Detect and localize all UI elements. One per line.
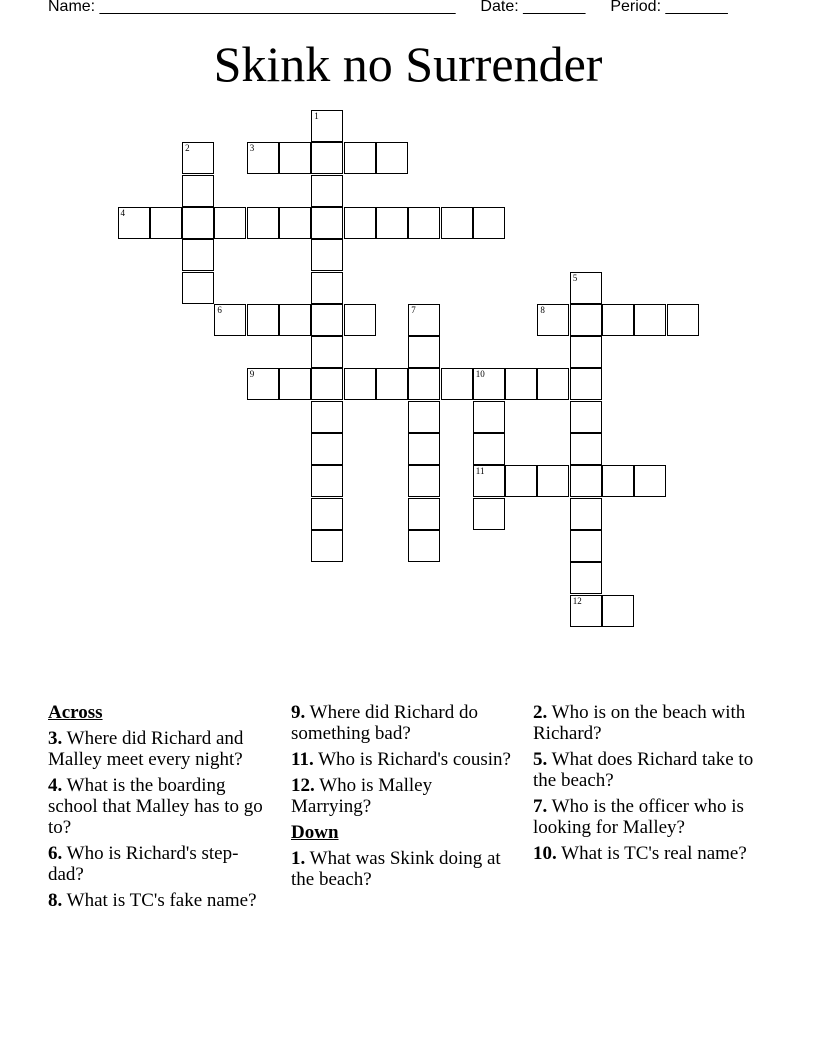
grid-cell[interactable] <box>311 465 343 497</box>
grid-cell[interactable] <box>311 110 343 142</box>
clue-number: 4. <box>48 775 63 796</box>
grid-cell[interactable] <box>182 175 214 207</box>
grid-cell[interactable] <box>279 304 311 336</box>
grid-cell[interactable] <box>311 175 343 207</box>
grid-cell[interactable] <box>279 142 311 174</box>
grid-cell[interactable] <box>537 465 569 497</box>
clue-text: What is TC's fake name? <box>62 890 257 911</box>
grid-cell[interactable] <box>311 142 343 174</box>
clue-text: Who is Richard's cousin? <box>313 749 511 770</box>
grid-cell[interactable] <box>473 433 505 465</box>
grid-cell[interactable] <box>473 368 505 400</box>
cell-number: 3 <box>249 143 255 154</box>
grid-cell[interactable] <box>570 562 602 594</box>
clue-across-8 <box>48 890 273 911</box>
cell-number: 1 <box>314 111 319 121</box>
clue-text: Who is Richard's step-dad? <box>48 843 239 885</box>
clue-text: Who is Malley Marrying? <box>291 775 433 817</box>
grid-cell[interactable] <box>570 433 602 465</box>
clue-down-2 <box>533 702 758 744</box>
grid-cell[interactable] <box>537 368 569 400</box>
grid-cell[interactable] <box>214 207 246 239</box>
grid-cell[interactable] <box>570 272 602 304</box>
grid-cell[interactable] <box>408 401 440 433</box>
grid-cell[interactable] <box>408 433 440 465</box>
grid-cell[interactable] <box>311 433 343 465</box>
grid-cell[interactable] <box>408 336 440 368</box>
period-label: Period: <box>610 0 662 15</box>
grid-cell[interactable] <box>408 530 440 562</box>
grid-cell[interactable] <box>311 498 343 530</box>
clue-number: 1. <box>291 848 306 869</box>
clue-across-9 <box>291 702 516 744</box>
clue-down-7 <box>533 796 758 838</box>
clue-number: 9. <box>291 702 306 723</box>
clue-across-11 <box>291 749 516 770</box>
grid-cell[interactable] <box>473 401 505 433</box>
clue-across-12 <box>291 775 516 817</box>
clue-across-6 <box>48 843 273 885</box>
grid-cell[interactable] <box>311 207 343 239</box>
cell-number: 4 <box>120 207 125 218</box>
clue-across-4 <box>48 775 273 838</box>
cell-number: 2 <box>185 143 190 154</box>
grid-cell[interactable] <box>408 498 440 530</box>
grid-cell[interactable] <box>505 368 537 400</box>
grid-cell[interactable] <box>344 368 376 400</box>
grid-cell[interactable] <box>570 304 602 336</box>
date-label: Date: <box>480 0 519 15</box>
clue-number: 10. <box>533 843 557 864</box>
grid-cell[interactable] <box>570 595 602 627</box>
grid-cell[interactable] <box>602 465 634 497</box>
date-blank[interactable]: _______ <box>523 0 586 15</box>
cell-number: 8 <box>540 304 545 315</box>
grid-cell[interactable] <box>441 207 473 239</box>
name-blank[interactable]: ________________________________________ <box>99 0 456 15</box>
clue-number: 8. <box>48 890 63 911</box>
grid-cell[interactable] <box>602 595 634 627</box>
grid-cell[interactable] <box>408 465 440 497</box>
clue-text: What is TC's real name? <box>556 843 747 864</box>
grid-cell[interactable] <box>408 368 440 400</box>
grid-cell[interactable] <box>376 142 408 174</box>
grid-cell[interactable] <box>311 336 343 368</box>
grid-cell[interactable] <box>667 304 699 336</box>
clue-number: 12. <box>291 775 315 796</box>
grid-cell[interactable] <box>602 304 634 336</box>
grid-cell[interactable] <box>408 304 440 336</box>
grid-cell[interactable] <box>634 304 666 336</box>
grid-cell[interactable] <box>473 465 505 497</box>
clue-across-3 <box>48 728 273 770</box>
puzzle-title: Skink no Surrender <box>213 36 603 92</box>
clue-text: Where did Richard and Malley meet every night? <box>48 728 244 770</box>
grid-cell[interactable] <box>311 239 343 271</box>
grid-cell[interactable] <box>344 207 376 239</box>
grid-cell[interactable] <box>182 239 214 271</box>
name-label: Name: <box>48 0 96 15</box>
cell-number: 6 <box>217 304 222 315</box>
clue-text: Who is on the beach with Richard? <box>533 702 746 744</box>
clue-down-10 <box>533 843 758 864</box>
grid-cell[interactable] <box>214 304 246 336</box>
cell-number: 12 <box>572 595 582 606</box>
clue-down-1 <box>291 848 516 890</box>
grid-cell[interactable] <box>570 401 602 433</box>
grid-cell[interactable] <box>570 498 602 530</box>
grid-cell[interactable] <box>247 304 279 336</box>
grid-cell[interactable] <box>311 368 343 400</box>
grid-cell[interactable] <box>441 368 473 400</box>
period-blank[interactable]: _______ <box>665 0 728 15</box>
clue-column-3 <box>533 702 758 869</box>
grid-cell[interactable] <box>279 207 311 239</box>
clue-text: Who is the officer who is looking for Malley? <box>533 796 744 838</box>
clue-number: 5. <box>533 749 548 770</box>
grid-cell[interactable] <box>537 304 569 336</box>
grid-cell[interactable] <box>247 368 279 400</box>
grid-cell[interactable] <box>311 272 343 304</box>
grid-cell[interactable] <box>247 207 279 239</box>
grid-cell[interactable] <box>344 142 376 174</box>
grid-cell[interactable] <box>634 465 666 497</box>
clue-number: 6. <box>48 843 63 864</box>
clue-text: What is the boarding school that Malley has to go to? <box>48 775 263 838</box>
clue-number: 2. <box>533 702 548 723</box>
across-heading: Across <box>48 702 103 723</box>
grid-cell[interactable] <box>118 207 150 239</box>
grid-cell[interactable] <box>570 530 602 562</box>
grid-cell[interactable] <box>182 142 214 174</box>
grid-cell[interactable] <box>150 207 182 239</box>
clue-down-5 <box>533 749 758 791</box>
down-heading: Down <box>291 822 339 843</box>
grid-cell[interactable] <box>182 272 214 304</box>
clue-number: 7. <box>533 796 548 817</box>
grid-cell[interactable] <box>408 207 440 239</box>
cell-number: 7 <box>411 304 416 315</box>
grid-cell[interactable] <box>376 207 408 239</box>
clue-text: What does Richard take to the beach? <box>533 749 754 791</box>
grid-cell[interactable] <box>279 368 311 400</box>
grid-cell[interactable] <box>311 401 343 433</box>
grid-cell[interactable] <box>570 368 602 400</box>
grid-cell[interactable] <box>344 304 376 336</box>
cell-number: 11 <box>475 466 485 477</box>
cell-number: 9 <box>249 369 255 380</box>
cell-number: 10 <box>475 369 485 380</box>
grid-cell[interactable] <box>376 368 408 400</box>
grid-cell[interactable] <box>182 207 214 239</box>
grid-cell[interactable] <box>570 336 602 368</box>
grid-cell[interactable] <box>570 465 602 497</box>
grid-cell[interactable] <box>473 207 505 239</box>
grid-cell[interactable] <box>505 465 537 497</box>
cell-number: 5 <box>572 272 578 283</box>
grid-cell[interactable] <box>247 142 279 174</box>
grid-cell[interactable] <box>311 530 343 562</box>
grid-cell[interactable] <box>311 304 343 336</box>
grid-cell[interactable] <box>473 498 505 530</box>
clue-text: What was Skink doing at the beach? <box>291 848 501 890</box>
clue-text: Where did Richard do something bad? <box>291 702 478 744</box>
clue-column-2 <box>291 702 516 895</box>
clue-number: 11. <box>291 749 314 770</box>
clue-column-1 <box>48 702 273 916</box>
clue-number: 3. <box>48 728 63 749</box>
